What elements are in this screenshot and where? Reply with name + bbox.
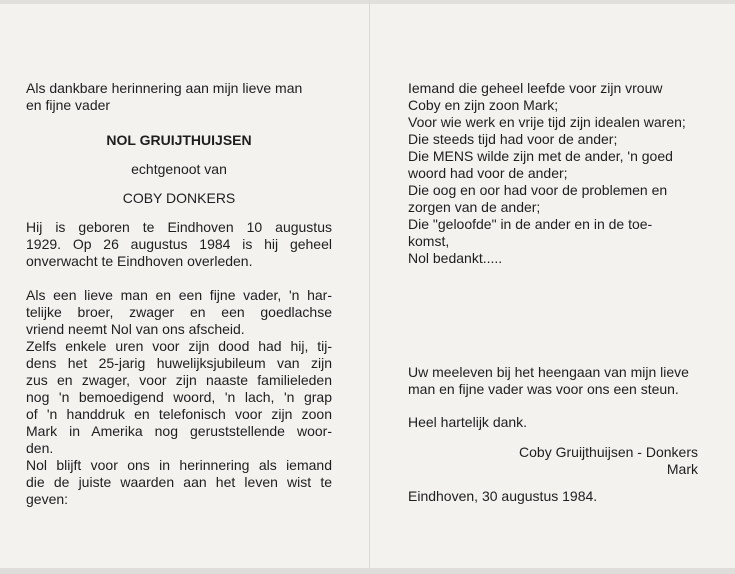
poem-line: Die oog en oor had voor de problemen en [408, 182, 668, 198]
deceased-name: NOL GRUIJTHUIJSEN [106, 132, 252, 148]
poem-line: Die MENS wilde zijn met de ander, 'n goed [408, 148, 673, 164]
poem-line: Voor wie werk en vrije tijd zijn idealen waren; [408, 114, 686, 130]
thanks-paragraph [408, 364, 698, 398]
memory-line: die de juiste waarden aan het leven wist te [26, 474, 332, 490]
card-top-edge [0, 0, 735, 4]
memory-line: Nol blijft voor ons in herinnering als iemand [26, 457, 332, 473]
signature-block [408, 444, 698, 478]
signature-name: Coby Gruijthuijsen - Donkers [519, 444, 698, 460]
intro-line: Als dankbare herinnering aan mijn lieve man [26, 80, 303, 96]
poem-line: komst, [408, 233, 450, 249]
poem-line: Coby en zijn zoon Mark; [408, 97, 559, 113]
poem-line: Die steeds tijd had voor de ander; [408, 131, 618, 147]
farewell-paragraph [26, 287, 332, 338]
farewell-line: telijke broer, zwager en een goedlachse [26, 304, 332, 320]
last-hours-line: Zelfs enkele uren voor zijn dood had hij, tij- [26, 338, 332, 354]
right-page-poem [408, 80, 698, 267]
last-hours-line: den. [26, 440, 54, 456]
memory-line: geven: [26, 491, 69, 507]
birth-paragraph [26, 219, 332, 270]
poem-line: Nol bedankt..... [408, 250, 503, 266]
birth-line: 1929. Op 26 augustus 1984 is hij geheel [26, 236, 332, 252]
card-bottom-edge [0, 568, 735, 574]
last-hours-line: zus en zwager, voor zijn naaste familieleden [26, 372, 332, 388]
thanks-line: Uw meeleven bij het heengaan van mijn lieve [408, 364, 689, 380]
birth-line: onverwacht te Eindhoven overleden. [26, 253, 253, 269]
last-hours-line: dens het 25-jarig huwelijksjubileum van zijn [26, 355, 332, 371]
left-page [26, 80, 332, 508]
signature-name: Mark [666, 461, 698, 477]
poem-line: Die "geloofde" in de ander en in de toe- [408, 216, 653, 232]
last-hours-line: Mark in Amerika nog geruststellende woor- [26, 423, 332, 439]
last-hours-paragraph [26, 338, 332, 457]
intro-line: en fijne vader [26, 97, 111, 113]
card-fold-line [369, 0, 370, 574]
memory-paragraph [26, 457, 332, 508]
place-date: Eindhoven, 30 augustus 1984. [408, 488, 598, 504]
farewell-line: Als een lieve man en een fijne vader, 'n har- [26, 287, 332, 303]
spouse-name: COBY DONKERS [122, 190, 236, 206]
intro-text [26, 80, 332, 114]
poem-line: zorgen van de ander; [408, 199, 541, 215]
last-hours-line: of 'n handdruk en telefonisch voor zijn zoon [26, 406, 332, 422]
poem-line: Iemand die geheel leefde voor zijn vrouw [408, 80, 663, 96]
spouse-label: echtgenoot van [131, 161, 227, 177]
poem-line: woord had voor de ander; [408, 165, 568, 181]
birth-line: Hij is geboren te Eindhoven 10 augustus [26, 219, 332, 235]
closing-text: Heel hartelijk dank. [408, 414, 528, 430]
last-hours-line: nog 'n bemoedigend woord, 'n lach, 'n grap [26, 389, 332, 405]
thanks-line: man en fijne vader was voor ons een steun. [408, 381, 679, 397]
farewell-line: vriend neemt Nol van ons afscheid. [26, 321, 245, 337]
